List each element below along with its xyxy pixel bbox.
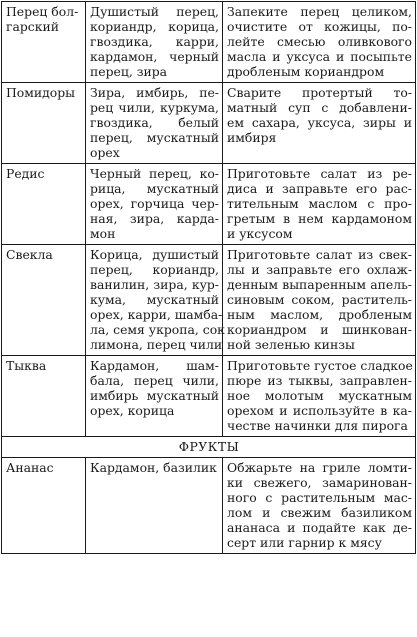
text-line: Зира, имбирь, пе-: [90, 85, 219, 100]
spice-pairing-table: [1, 1, 416, 554]
product-name-cell: [2, 356, 86, 437]
text-line: рец чили, куркума,: [90, 100, 219, 115]
table-row: [2, 164, 416, 245]
table-row: [2, 2, 416, 83]
text-line: очистите от кожицы, по-: [227, 19, 412, 34]
text-line: честве начинки для пирога: [227, 418, 408, 433]
text-line: гвоздика, карри,: [90, 34, 219, 49]
table-row: [2, 458, 416, 554]
text-line: лимона, перец чили: [90, 337, 223, 352]
text-line: ным маслом, дробленым: [227, 307, 412, 322]
recipe-cell: [223, 245, 416, 356]
spices-cell: [86, 245, 223, 356]
text-line: Свекла: [6, 247, 53, 262]
text-line: перец, кориандр,: [90, 262, 219, 277]
recipe-cell: [223, 458, 416, 554]
spices-cell: [86, 164, 223, 245]
text-line: кориандром и шинкован-: [227, 322, 412, 337]
recipe-cell: [223, 356, 416, 437]
text-line: пюре из тыквы, заправлен-: [227, 373, 412, 388]
text-line: Приготовьте густое сладкое: [227, 358, 413, 373]
text-line: Кардамон, шам-: [90, 358, 219, 373]
text-line: лейте смесью оливкового: [227, 34, 412, 49]
text-line: Кардамон, базилик: [90, 460, 217, 475]
text-line: Тыква: [6, 358, 47, 373]
text-line: ного с растительным мас-: [227, 490, 412, 505]
fruits-section: [2, 458, 416, 554]
text-line: Душистый перец,: [90, 4, 219, 19]
text-line: орехом и используйте в ка-: [227, 403, 412, 418]
text-line: кардамон, черный: [90, 49, 219, 64]
table-row: [2, 245, 416, 356]
fruits-section-header: [2, 437, 416, 458]
text-line: гарский: [6, 19, 60, 34]
text-line: масла и уксуса и посыпьте: [227, 49, 412, 64]
text-line: гретым в нем кардамоном: [227, 211, 412, 226]
text-line: лом и свежим базиликом: [227, 505, 412, 520]
text-line: ананаса и подайте как де-: [227, 520, 412, 535]
spices-cell: [86, 83, 223, 164]
text-line: перец, зира: [90, 64, 168, 79]
text-line: ла, семя укропа, сок: [90, 322, 225, 337]
text-line: рица, мускатный: [90, 181, 219, 196]
text-line: Приготовьте салат из ре-: [227, 166, 412, 181]
text-line: гвоздика, белый: [90, 115, 219, 130]
vegetables-section: [2, 2, 416, 437]
product-name-cell: [2, 2, 86, 83]
text-line: Перец бол-: [6, 4, 79, 19]
text-line: диса и заправьте его рас-: [227, 181, 412, 196]
product-name-cell: [2, 458, 86, 554]
text-line: ное молотым мускатным: [227, 388, 412, 403]
text-line: серт или гарнир к мясу: [227, 535, 382, 550]
text-line: синовым соком, раститель-: [227, 292, 412, 307]
text-line: Помидоры: [6, 85, 76, 100]
text-line: бала, перец чили,: [90, 373, 219, 388]
text-line: орех, карри, шамба-: [90, 307, 223, 322]
text-line: орех, корица: [90, 403, 175, 418]
text-line: кориандр, корица,: [90, 19, 219, 34]
spices-cell: [86, 458, 223, 554]
text-line: Обжарьте на гриле ломти-: [227, 460, 412, 475]
table-row: [2, 83, 416, 164]
text-line: Запеките перец целиком,: [227, 4, 412, 19]
section-row: [2, 437, 416, 458]
text-line: Сварите протертый то-: [227, 85, 412, 100]
text-line: мон: [90, 226, 116, 241]
text-line: ки свежего, замаринован-: [227, 475, 412, 490]
text-line: ванилин, зира, кур-: [90, 277, 219, 292]
product-name-cell: [2, 83, 86, 164]
recipe-cell: [223, 2, 416, 83]
spices-cell: [86, 356, 223, 437]
text-line: матный суп с добавлени-: [227, 100, 412, 115]
recipe-cell: [223, 83, 416, 164]
table-row: [2, 356, 416, 437]
text-line: Корица, душистый: [90, 247, 219, 262]
text-line: ная, зира, карда-: [90, 211, 219, 226]
text-line: орех: [90, 145, 120, 160]
product-name-cell: [2, 164, 86, 245]
text-line: перец, мускатный: [90, 130, 219, 145]
recipe-cell: [223, 164, 416, 245]
text-line: ной зеленью кинзы: [227, 337, 355, 352]
text-line: кума, мускатный: [90, 292, 219, 307]
product-name-cell: [2, 245, 86, 356]
text-line: и уксусом: [227, 226, 293, 241]
text-line: тительным маслом с про-: [227, 196, 412, 211]
text-line: Приготовьте салат из свек-: [227, 247, 412, 262]
text-line: Черный перец, ко-: [90, 166, 219, 181]
text-line: лы и заправьте его охлаж-: [227, 262, 412, 277]
section-title: ФРУКТЫ: [2, 437, 416, 458]
text-line: Ананас: [6, 460, 54, 475]
spices-cell: [86, 2, 223, 83]
text-line: ем сахара, уксуса, зиры и: [227, 115, 412, 130]
text-line: имбиря: [227, 130, 277, 145]
text-line: Редис: [6, 166, 45, 181]
text-line: дробленым кориандром: [227, 64, 385, 79]
text-line: орех, горчица чер-: [90, 196, 219, 211]
text-line: имбирь мускатный: [90, 388, 219, 403]
text-line: денным выпаренным апель-: [227, 277, 412, 292]
